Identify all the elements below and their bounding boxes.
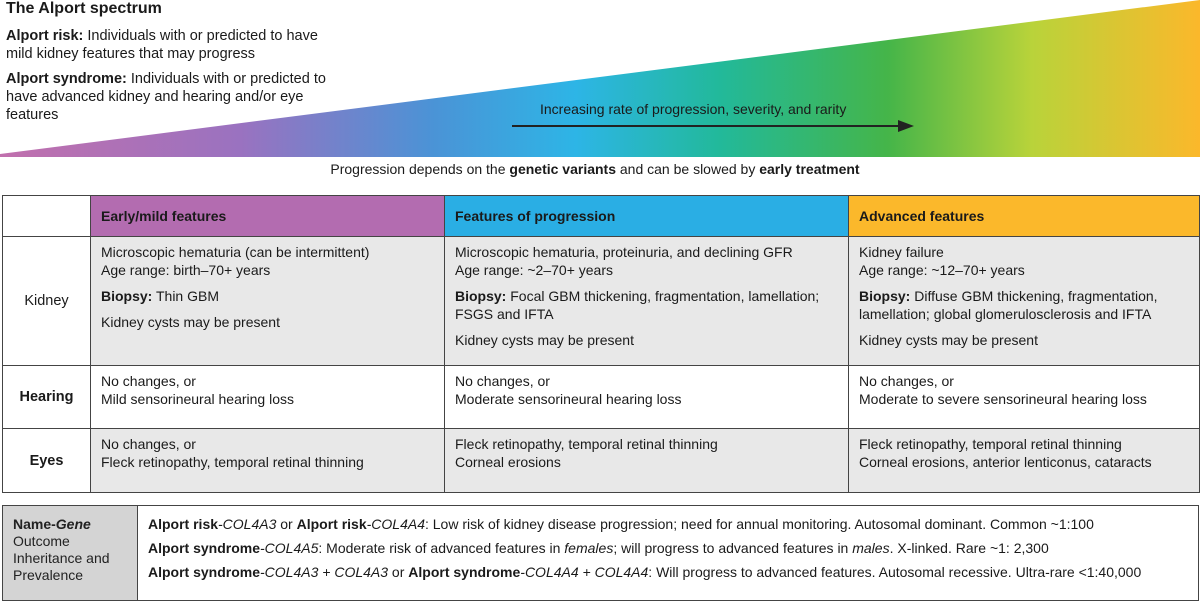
cell-kidney-advanced (849, 237, 1200, 366)
note-early-treatment: early treatment (759, 161, 860, 177)
gene-name: Alport risk (296, 516, 367, 532)
biopsy-text: Diffuse GBM thickening, fragmentation, lamellation; global glomerulosclerosis and IFTA (859, 288, 1158, 322)
row-label-kidney: Kidney (3, 237, 91, 366)
biopsy-label: Biopsy: (101, 288, 153, 304)
row-label-hearing: Hearing (3, 366, 91, 429)
legend-inheritance: Inheritance and (13, 550, 110, 566)
kidney-early-biopsy (101, 287, 434, 305)
alport-syndrome-definition (6, 70, 336, 124)
biopsy-text: Focal GBM thickening, fragmentation, lamellation; FSGS and IFTA (455, 288, 820, 322)
progression-note (0, 161, 1190, 177)
header-advanced: Advanced features (849, 196, 1200, 237)
kidney-progression-finding: Microscopic hematuria, proteinuria, and declining GFR (455, 244, 793, 260)
header-progression: Features of progression (445, 196, 849, 237)
gene-name: Alport risk (148, 516, 219, 532)
alport-risk-term: Alport risk: (6, 28, 84, 44)
kidney-early-age: Age range: birth–70+ years (101, 262, 271, 278)
cell-eyes-early (91, 429, 445, 493)
eyes-advanced-line2: Corneal erosions, anterior lenticonus, cataracts (859, 454, 1152, 470)
corner-cell (3, 196, 91, 237)
alport-risk-definition (6, 27, 346, 63)
table-header-row (3, 196, 1200, 237)
gene-description: : Low risk of kidney disease progression; need for annual monitoring. Autosomal dominant. Common ~1:100 (424, 516, 1094, 532)
eyes-progression-line2: Corneal erosions (455, 454, 561, 470)
gene-description: : Moderate risk of advanced features in (318, 540, 565, 556)
cell-hearing-early (91, 366, 445, 429)
table-row-kidney (3, 237, 1200, 366)
eyes-early-line1: No changes, or (101, 436, 196, 452)
page-title: The Alport spectrum (6, 0, 162, 17)
gene-description: : Will progress to advanced features. Autosomal recessive. Ultra-rare <1:40,000 (648, 564, 1142, 580)
kidney-early-cysts: Kidney cysts may be present (101, 314, 280, 330)
kidney-advanced-biopsy (859, 287, 1189, 323)
legend-prevalence: Prevalence (13, 567, 84, 583)
gene-name: Alport syndrome (408, 564, 521, 580)
arrow-label: Increasing rate of progression, severity, and rarity (540, 101, 847, 117)
header-early-mild: Early/mild features (91, 196, 445, 237)
gene-symbol: -COL4A4 (366, 516, 425, 532)
row-label-eyes: Eyes (3, 429, 91, 493)
biopsy-text: Thin GBM (155, 288, 219, 304)
kidney-progression-age: Age range: ~2–70+ years (455, 262, 614, 278)
cell-kidney-early (91, 237, 445, 366)
eyes-progression-line1: Fleck retinopathy, temporal retinal thinning (455, 436, 718, 452)
cell-hearing-advanced (849, 366, 1200, 429)
legend-name-gene (13, 516, 137, 533)
hearing-early-line2: Mild sensorineural hearing loss (101, 391, 294, 407)
males-text: males (852, 540, 890, 556)
features-table (2, 195, 1200, 493)
note-prefix: Progression depends on the (330, 161, 506, 177)
connector: or (276, 516, 297, 532)
biopsy-label: Biopsy: (455, 288, 507, 304)
gene-symbol: -COL4A4 + COL4A4 (520, 564, 649, 580)
gene-rows (138, 506, 1198, 600)
gene-symbol: -COL4A3 + COL4A3 (260, 564, 389, 580)
eyes-early-line2: Fleck retinopathy, temporal retinal thinning (101, 454, 364, 470)
kidney-advanced-finding: Kidney failure (859, 244, 944, 260)
connector: or (388, 564, 409, 580)
table-row-hearing (3, 366, 1200, 429)
gene-legend-box (2, 505, 1199, 601)
hearing-progression-line2: Moderate sensorineural hearing loss (455, 391, 682, 407)
biopsy-label: Biopsy: (859, 288, 911, 304)
alport-risk-description: Individuals with or predicted to have mild kidney features that may progress (6, 28, 318, 62)
alport-syndrome-description: Individuals with or predicted to have advanced kidney and hearing and/or eye features (6, 71, 326, 123)
cell-hearing-progression (445, 366, 849, 429)
table-row-eyes (3, 429, 1200, 493)
gene-symbol: -COL4A3 (218, 516, 277, 532)
gene-row-recessive (148, 563, 1198, 581)
hearing-advanced-line2: Moderate to severe sensorineural hearing loss (859, 391, 1147, 407)
kidney-advanced-cysts: Kidney cysts may be present (859, 332, 1038, 348)
kidney-early-finding: Microscopic hematuria (can be intermittent) (101, 244, 370, 260)
eyes-advanced-line1: Fleck retinopathy, temporal retinal thinning (859, 436, 1122, 452)
kidney-progression-biopsy (455, 287, 838, 323)
gene-row-xlinked (148, 539, 1198, 557)
gene-symbol: -COL4A5 (260, 540, 319, 556)
hearing-advanced-line1: No changes, or (859, 373, 954, 389)
gene-row-alport-risk (148, 515, 1198, 533)
gene-legend-key (3, 506, 138, 600)
females-text: females (564, 540, 614, 556)
legend-outcome: Outcome (13, 533, 70, 549)
hearing-progression-line1: No changes, or (455, 373, 550, 389)
legend-gene: Gene (55, 516, 91, 532)
hearing-early-line1: No changes, or (101, 373, 196, 389)
gene-description: ; will progress to advanced features in (613, 540, 853, 556)
alport-syndrome-term: Alport syndrome: (6, 71, 127, 87)
gene-description: . X-linked. Rare ~1: 2,300 (889, 540, 1049, 556)
gene-name: Alport syndrome (148, 540, 261, 556)
gene-name: Alport syndrome (148, 564, 261, 580)
kidney-progression-cysts: Kidney cysts may be present (455, 332, 634, 348)
kidney-advanced-age: Age range: ~12–70+ years (859, 262, 1025, 278)
note-genetic-variants: genetic variants (509, 161, 616, 177)
legend-name: Name- (13, 516, 56, 532)
note-middle: and can be slowed by (619, 161, 756, 177)
cell-eyes-progression (445, 429, 849, 493)
cell-eyes-advanced (849, 429, 1200, 493)
cell-kidney-progression (445, 237, 849, 366)
